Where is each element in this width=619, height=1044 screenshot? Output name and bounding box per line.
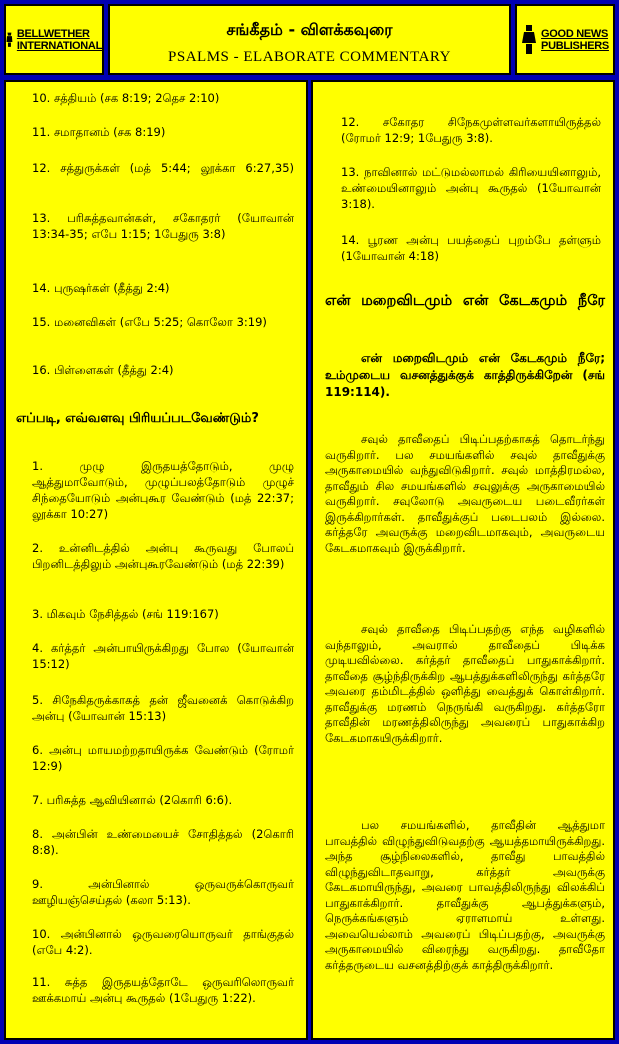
list-item: 4. கர்த்தர் அன்பாயிருக்கிறது போல (யோவான் 15:12)	[32, 641, 294, 671]
list-item: 10. சத்தியம் (சக 8:19; 2தெச 2:10)	[32, 91, 220, 105]
paragraph: சவுல் தாவீதைப் பிடிப்பதற்காகத் தொடர்ந்து வருகிறார். பல சமயங்களில் சவுல் தாவீதுக்கு அருகாமையில் வந்துவிடுகிறார். சவுல் மாத்திரமல்ல, தாவீதும் சில சமயங்களில் சவுலுக்கு அருகாமையில் வருகிறார். சவுலோடு அவருடைய படைவீரர்கள் இருக்கிறார்கள். தாவீதுக்குப் படைபலம் இல்லை. கர்த்தரே அவருக்கு மறைவிடமாகவும், அவருடைய கேடகமாகவும் இருக்கிறார்.	[325, 432, 605, 555]
list-item: 3. மிகவும் நேசித்தல் (சங் 119:167)	[32, 607, 219, 621]
key-verse: என் மறைவிடமும் என் கேடகமும் நீரே; உம்முடைய வசனத்துக்குக் காத்திருக்கிறேன் (சங் 119:114).	[325, 351, 605, 399]
list-item: 9. அன்பினால் ஒருவருக்கொருவர் ஊழியஞ்செய்தல் (கலா 5:13).	[32, 877, 294, 907]
list-item: 13. நாவினால் மட்டுமல்லாமல் கிரியையினாலும், உண்மையினாலும் அன்பு கூருதல் (1யோவான் 3:18).	[341, 165, 601, 211]
bellwether-logo-icon	[6, 23, 13, 57]
list-item: 6. அன்பு மாயமற்றதாயிருக்க வேண்டும் (ரோமர் 12:9)	[32, 743, 294, 773]
paragraph: பல சமயங்களில், தாவீதின் ஆத்துமா பாவத்தில் விழுந்துவிடுவதற்கு ஆயத்தமாயிருக்கிறது. அந்த சூழ்நிலைகளில், தாவீது பாவத்தில் விழுந்துவிடாதவாறு, கர்த்தர் அவருக்கு கேடகமாயிருந்து, அவரை பாவத்திலிருந்து விலக்கிப் பாதுகாக்கிறார். தாவீதுக்கு ஆபத்துக்களும், நெருக்கங்களும் ஏராளமாய் உள்ளது. அவையெல்லாம் அவரைப் பிடிப்பதற்கு, அவருக்கு அருகாமையில் விரைந்து வருகிறது. தாவீதோ கர்த்தருடைய வசனத்திற்குக் காத்திருக்கிறார்.	[325, 818, 605, 972]
list-item: 13. பரிசுத்தவான்கள், சகோதரர் (யோவான் 13:34-35; எபே 1:15; 1பேதுரு 3:8)	[32, 211, 294, 241]
list-item: 10. அன்பினால் ஒருவரையொருவர் தாங்குதல் (எபே 4:2).	[32, 927, 294, 957]
title-tamil: சங்கீதம் - விளக்கவுரை	[226, 20, 393, 39]
bellwether-logo-box	[4, 4, 104, 75]
paragraph: சவுல் தாவீதை பிடிப்பதற்கு எந்த வழிகளில் வந்தாலும், அவரால் தாவீதைப் பிடிக்க முடியவில்லை. கர்த்தர் தாவீதைப் பாதுகாக்கிறார். தாவீதை சூழ்ந்திருக்கிற ஆபத்துக்களிலிருந்து கர்த்தரே அவரை தம்மிடத்தில் ஒளித்து வைத்துக் கொள்கிறார். தாவீதுக்கு மரணம் நெருங்கி வருகிறது. கர்த்தரோ தாவீதின் மரணத்திலிருந்து அவரைப் பாதுகாக்கிற கேடகமாகயிருக்கிறார்.	[325, 622, 605, 745]
bellwether-logo-text: BELLWETHER INTERNATIONAL	[16, 27, 102, 52]
good-news-logo-box	[515, 4, 615, 75]
good-news-logo-icon	[521, 23, 537, 57]
list-item: 2. உன்னிடத்தில் அன்பு கூருவது போலப் பிறனிடத்திலும் அன்புகூரவேண்டும் (மத் 22:39)	[32, 541, 294, 571]
list-item: 11. சமாதானம் (சக 8:19)	[32, 125, 166, 139]
left-column	[4, 80, 308, 1040]
section-title: என் மறைவிடமும் என் கேடகமும் நீரே	[325, 293, 605, 309]
good-news-logo-text: GOOD NEWS PUBLISHERS	[541, 27, 609, 52]
list-item: 14. பூரண அன்பு பயத்தைப் புறம்பே தள்ளும் (1யோவான் 4:18)	[341, 233, 601, 263]
title-english: PSALMS - ELABORATE COMMENTARY	[168, 49, 451, 65]
list-item: 14. புருஷர்கள் (தீத்து 2:4)	[32, 281, 170, 295]
section-heading: எப்படி, எவ்வளவு பிரியப்படவேண்டும்?	[16, 411, 259, 426]
right-column	[311, 80, 615, 1040]
list-item: 15. மனைவிகள் (எபே 5:25; கொலோ 3:19)	[32, 315, 267, 329]
list-item: 1. முழு இருதயத்தோடும், முழு ஆத்துமாவோடும், முழுப்பலத்தோடும் முழுச் சிந்தையோடும் அன்புகூர வேண்டும் (மத் 22:37; லூக்கா 10:27)	[32, 459, 294, 521]
list-item: 7. பரிசுத்த ஆவியினால் (2கொரி 6:6).	[32, 793, 233, 807]
list-item: 8. அன்பின் உண்மையைச் சோதித்தல் (2கொரி 8:8).	[32, 827, 294, 857]
list-item: 12. சகோதர சிநேகமுள்ளவர்களாயிருத்தல் (ரோமர் 12:9; 1பேதுரு 3:8).	[341, 115, 601, 145]
list-item: 11. சுத்த இருதயத்தோடே ஒருவரிலொருவர் ஊக்கமாய் அன்பு கூருதல் (1பேதுரு 1:22).	[32, 975, 294, 1005]
list-item: 5. சிநேகிதருக்காகத் தன் ஜீவனைக் கொடுக்கிற அன்பு (யோவான் 15:13)	[32, 693, 294, 723]
page-header-title	[108, 4, 511, 75]
list-item: 16. பிள்ளைகள் (தீத்து 2:4)	[32, 363, 174, 377]
list-item: 12. சத்துருக்கள் (மத் 5:44; லூக்கா 6:27,35)	[32, 161, 294, 175]
